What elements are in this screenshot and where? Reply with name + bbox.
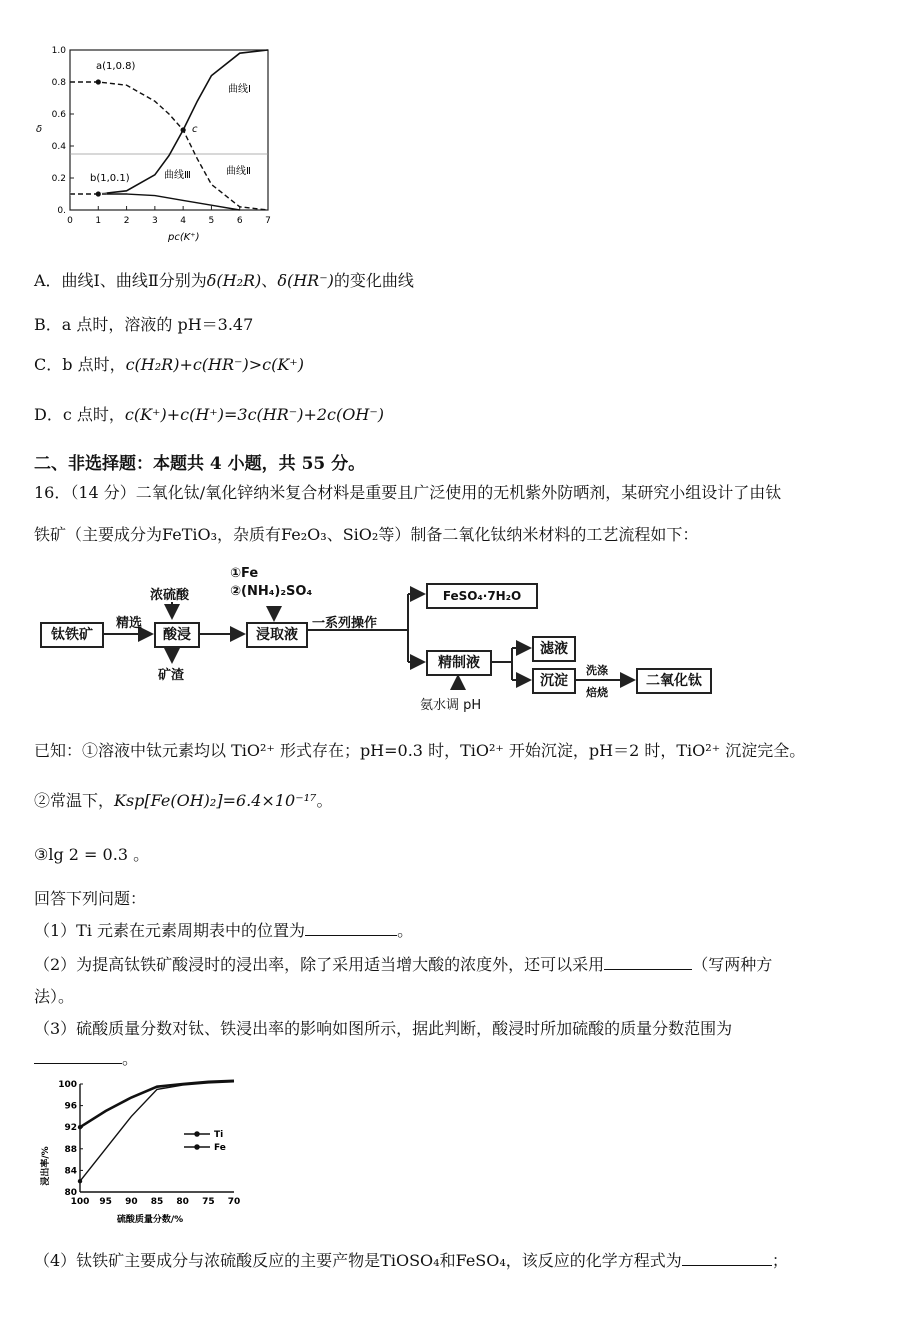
answer-blank-4[interactable] [682, 1251, 772, 1266]
sub3-answer-line [34, 1046, 138, 1069]
answer-intro: 回答下列问题： [34, 889, 147, 908]
feso4-box: FeSO₄·7H₂O [426, 583, 538, 609]
option-b: B．a 点时，溶液的 pH＝3.47 [34, 315, 254, 334]
fe-series-line [80, 1082, 234, 1181]
formula-feso4: FeSO₄ [455, 1251, 506, 1270]
answer-blank-2[interactable] [604, 955, 692, 970]
chart1-xtick-label: 3 [151, 216, 158, 226]
answer-blank-1[interactable] [305, 921, 397, 936]
curve1-label: 曲线Ⅰ [228, 84, 251, 95]
ti-point [78, 1125, 82, 1129]
curve2-label: 曲线Ⅱ [226, 166, 251, 177]
section2-title: 二、非选择题：本题共 4 小题，共 55 分。 [34, 454, 366, 474]
chart2-xtick-label: 95 [99, 1197, 112, 1207]
chart1-xtick-label: 2 [123, 216, 130, 226]
option-a-formula1: δ(H₂R) [206, 271, 262, 290]
q16-text-c: 、 [326, 525, 343, 544]
sub-question-4 [34, 1248, 788, 1271]
chart1-series [70, 50, 268, 210]
known-2 [34, 788, 332, 811]
option-c-formula: c(H₂R)+c(HR⁻)>c(K⁺) [125, 355, 304, 374]
chart1-ytick-label: 0. [57, 206, 66, 216]
chart1-ytick-label: 0.4 [51, 142, 66, 152]
point-c-label: c [192, 124, 198, 135]
leachate-box: 浸取液 [246, 622, 308, 648]
ksp-formula: Ksp[Fe(OH)₂]=6.4×10⁻¹⁷ [114, 791, 317, 810]
nh4-add-label: ②(NH₄)₂SO₄ [230, 584, 313, 599]
formula-fe2o3: Fe₂O₃ [281, 525, 327, 544]
sub2-text-b: （写两种方 [692, 955, 773, 974]
chart1-ytick-label: 0.8 [51, 78, 66, 88]
option-a [34, 268, 414, 291]
option-a-suffix: 的变化曲线 [333, 271, 414, 290]
ti-series-line [80, 1081, 234, 1127]
q16-text-d: 等）制备二氧化钛纳米材料的工艺流程如下： [378, 525, 699, 544]
ops-label: 一系列操作 [312, 616, 378, 631]
fe-add-label: ①Fe [230, 566, 259, 581]
option-a-prefix: A．曲线Ⅰ、曲线Ⅱ分别为 [34, 271, 207, 290]
chart2-xtick-label: 70 [227, 1197, 241, 1207]
formula-sio2: SiO₂ [342, 525, 379, 544]
chart2-xtick-label: 80 [176, 1197, 189, 1207]
filtrate-box: 滤液 [532, 636, 576, 662]
chart2-ytick-label: 100 [58, 1080, 77, 1090]
chart2-xlabel: 硫酸质量分数/% [116, 1215, 184, 1225]
sub1-text: （1）Ti 元素在元素周期表中的位置为 [34, 921, 306, 940]
chart2-ytick-label: 92 [64, 1123, 77, 1134]
sub-question-3: （3）硫酸质量分数对钛、铁浸出率的影响如图所示，据此判断，酸浸时所加硫酸的质量分数范围为 [34, 1019, 733, 1038]
leach-box: 酸浸 [154, 622, 200, 648]
calcine-label: 焙烧 [586, 686, 608, 699]
chart1-ytick-label: 0.6 [51, 110, 66, 120]
process-flowchart [34, 562, 754, 722]
point-a-label: a(1,0.8) [96, 61, 136, 72]
chart2-ytick-label: 88 [64, 1144, 77, 1155]
chart1-frame [70, 50, 268, 210]
chart2-legend-marks [184, 1132, 210, 1149]
known-2-suffix: 。 [316, 791, 333, 810]
chart2-series [78, 1081, 234, 1184]
tio2-box: 二氧化钛 [636, 668, 712, 694]
chart1-ticks [52, 46, 271, 226]
sub1-end: 。 [397, 921, 414, 940]
sub4-text-b: ，该反应的化学方程式为 [505, 1251, 682, 1270]
chart2-ytick-label: 84 [64, 1166, 77, 1177]
chart1-xtick-label: 6 [236, 216, 243, 226]
chart1-axes [70, 50, 268, 210]
chart1-ytick-label: 1.0 [51, 46, 66, 56]
sub4-and: 和 [439, 1251, 456, 1270]
chart2-xtick-label: 85 [150, 1197, 164, 1207]
point-c [181, 127, 186, 132]
residue-label: 矿渣 [158, 668, 185, 683]
sub4-text-a: （4）钛铁矿主要成分与浓硫酸反应的主要产物是 [34, 1251, 381, 1270]
ammonia-label: 氨水调 pH [420, 698, 482, 713]
chart2-ticks [58, 1080, 240, 1207]
option-a-sep: 、 [261, 271, 278, 290]
known-2-prefix: ②常温下， [34, 791, 115, 810]
point-b-label: b(1,0.1) [90, 173, 130, 184]
answer-blank-3[interactable] [34, 1049, 122, 1064]
q16-line1: 16．（14 分）二氧化钛/氧化锌纳米复合材料是重要且广泛使用的无机紫外防晒剂，某研究小组设计了由钛 [34, 483, 782, 502]
known-1: 已知：①溶液中钛元素均以 TiO²⁺ 形式存在；pH=0.3 时，TiO²⁺ 开始沉淀，pH＝2 时，TiO²⁺ 沉淀完全。 [34, 741, 806, 760]
option-d-prefix: D．c 点时， [34, 405, 125, 424]
chart2-ytick-label: 80 [64, 1188, 77, 1198]
chart1-xlabel: pc(K⁺) [168, 232, 200, 243]
chart2-axes [80, 1084, 234, 1192]
chart2-xtick-label: 75 [202, 1197, 215, 1207]
conc-acid-label: 浓硫酸 [150, 588, 190, 603]
chart1-xtick-label: 7 [265, 216, 271, 226]
distribution-chart [30, 38, 290, 248]
flow-arrows [34, 562, 754, 722]
q16-text-a: 铁矿（主要成分为 [34, 525, 163, 544]
formula-fetio3: FeTiO₃ [162, 525, 218, 544]
curve-2-line [70, 82, 268, 210]
sub-question-2 [34, 952, 772, 975]
precip-box: 沉淀 [532, 668, 576, 694]
legend-fe-dot [195, 1145, 199, 1149]
sub3-end: 。 [122, 1049, 139, 1068]
ore-box: 钛铁矿 [40, 622, 104, 648]
fe-point [78, 1179, 82, 1183]
sub2-continued: 法）。 [34, 987, 75, 1006]
option-d-formula: c(K⁺)+c(H⁺)=3c(HR⁻)+2c(OH⁻) [124, 405, 385, 424]
sub-question-1 [34, 918, 413, 941]
sub2-text-a: （2）为提高钛铁矿酸浸时的浸出率，除了采用适当增大酸的浓度外，还可以采用 [34, 955, 605, 974]
legend-ti-dot [195, 1132, 199, 1136]
chart2-ylabel: 浸出率/% [41, 1146, 51, 1186]
select-label: 精选 [116, 616, 143, 631]
point-a [96, 79, 101, 84]
chart1-xtick-label: 1 [95, 216, 102, 226]
curve3-label: 曲线Ⅲ [164, 170, 191, 181]
chart1-xtick-label: 4 [180, 216, 187, 226]
legend-ti: Ti [214, 1130, 224, 1140]
chart1-ylabel: δ [36, 124, 43, 135]
chart2-xtick-label: 90 [125, 1197, 138, 1207]
option-c [34, 352, 304, 375]
option-c-prefix: C．b 点时， [34, 355, 126, 374]
option-d [34, 402, 384, 425]
refined-box: 精制液 [426, 650, 492, 676]
chart2-ytick-label: 96 [64, 1101, 77, 1112]
chart2-xtick-label: 100 [70, 1197, 90, 1207]
chart1-ytick-label: 0.2 [51, 174, 66, 184]
point-b [96, 191, 101, 196]
known-3: ③lg 2 = 0.3 。 [34, 845, 150, 864]
q16-text-b: ，杂质有 [217, 525, 282, 544]
leaching-rate-chart [34, 1074, 254, 1228]
legend-fe: Fe [214, 1143, 226, 1153]
chart1-xtick-label: 0 [67, 216, 73, 226]
chart1-xtick-label: 5 [208, 216, 215, 226]
formula-tioso4: TiOSO₄ [380, 1251, 440, 1270]
option-a-formula2: δ(HR⁻) [277, 271, 334, 290]
sub4-end: ； [771, 1251, 788, 1270]
wash-label: 洗涤 [586, 664, 608, 677]
q16-line2 [34, 522, 698, 545]
